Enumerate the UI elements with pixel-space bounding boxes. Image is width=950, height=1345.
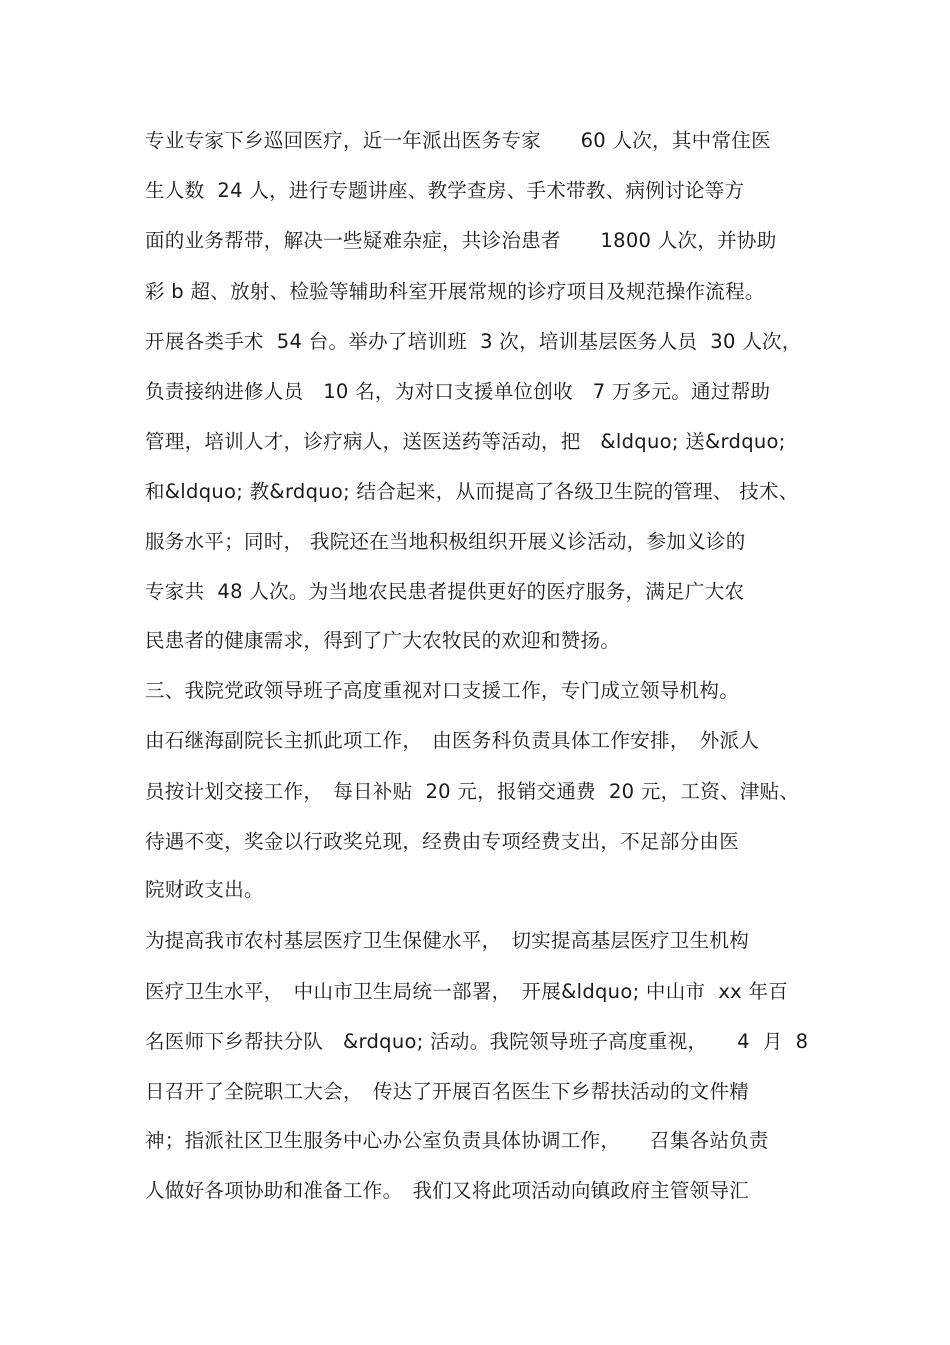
text-line: 员按计划交接工作， 每日补贴 20 元，报销交通费 20 元，工资、津贴、 (145, 780, 800, 803)
text-line: 为提高我市农村基层医疗卫生保健水平， 切实提高基层医疗卫生机构 (145, 929, 750, 952)
text-line: 生人数 24 人，进行专题讲座、教学查房、手术带教、病例讨论等方 (145, 179, 745, 202)
text-line: 负责接纳进修人员 10 名，为对口支援单位创收 7 万多元。通过帮助 (145, 380, 771, 403)
text-line: 民患者的健康需求，得到了广大农牧民的欢迎和赞扬。 (145, 629, 621, 652)
text-line: 日召开了全院职工大会， 传达了开展百名医生下乡帮扶活动的文件精 (145, 1080, 750, 1103)
text-line: 专业专家下乡巡回医疗，近一年派出医务专家 60 人次，其中常住医 (145, 129, 771, 152)
text-line: 医疗卫生水平， 中山市卫生局统一部署， 开展&ldquo; 中山市 xx 年百 (145, 980, 789, 1003)
text-line: 院财政支出。 (145, 878, 264, 901)
text-line: 服务水平；同时， 我院还在当地积极组织开展义诊活动，参加义诊的 (145, 530, 746, 553)
text-line: 名医师下乡帮扶分队 &rdquo; 活动。我院领导班子高度重视， 4 月 8 (145, 1030, 809, 1053)
text-line: 面的业务帮带，解决一些疑难杂症，共诊治患者 1800 人次，并协助 (145, 229, 777, 252)
text-line: 由石继海副院长主抓此项工作， 由医务科负责具体工作安排， 外派人 (145, 729, 760, 752)
text-line: 管理，培训人才，诊疗病人，送医送药等活动，把 &ldquo; 送&rdquo; (145, 430, 786, 453)
text-line: 待遇不变，奖金以行政奖兑现，经费由专项经费支出，不足部分由医 (145, 830, 740, 853)
text-line: 人做好各项协助和准备工作。 我们又将此项活动向镇政府主管领导汇 (145, 1179, 750, 1202)
text-line: 神；指派社区卫生服务中心办公室负责具体协调工作， 召集各站负责 (145, 1129, 769, 1152)
text-line: 专家共 48 人次。为当地农民患者提供更好的医疗服务，满足广大农 (145, 580, 745, 603)
section-heading: 三、我院党政领导班子高度重视对口支援工作，专门成立领导机构。 (145, 679, 740, 702)
text-line: 开展各类手术 54 台。举办了培训班 3 次，培训基层医务人员 30 人次， (145, 330, 802, 353)
text-line: 彩 b 超、放射、检验等辅助科室开展常规的诊疗项目及规范操作流程。 (145, 280, 765, 303)
text-line: 和&ldquo; 教&rdquo; 结合起来，从而提高了各级卫生院的管理、 技术、 (145, 480, 799, 503)
